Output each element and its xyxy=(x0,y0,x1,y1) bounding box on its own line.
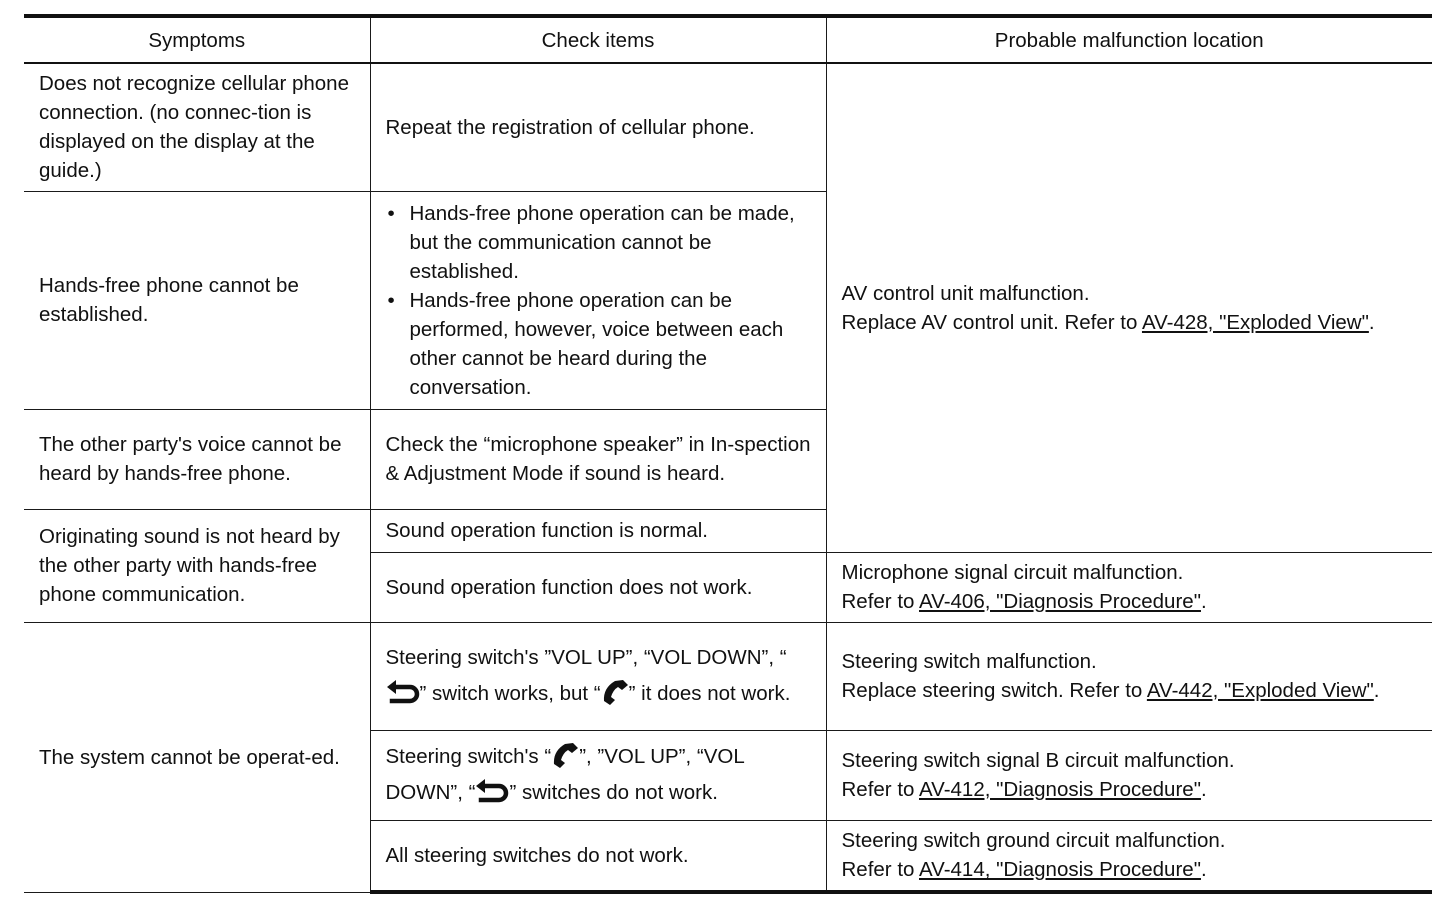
location-cell-av-control-unit xyxy=(826,63,1432,552)
check-cell: All steering switches do not work. xyxy=(370,820,826,892)
symptom-cell: Hands-free phone cannot be established. xyxy=(24,191,370,409)
av-428-link[interactable]: AV-428, "Exploded View" xyxy=(1141,310,1369,334)
check-text: ” it does not work. xyxy=(628,682,791,705)
header-check-items: Check items xyxy=(370,16,826,63)
location-text: . xyxy=(1368,310,1375,334)
check-text: ” switches do not work. xyxy=(509,781,718,804)
list-item xyxy=(386,286,811,402)
back-arrow-icon xyxy=(386,680,420,706)
bullet-mark: • xyxy=(387,201,395,225)
location-text: . xyxy=(1200,590,1207,613)
back-arrow-icon xyxy=(475,779,509,805)
diagnosis-table xyxy=(24,14,1432,894)
symptom-cell: Does not recognize cellular phone connection. (no connec-tion is displayed on the display at the guide.) xyxy=(24,63,370,191)
av-414-link[interactable]: AV-414, "Diagnosis Procedure" xyxy=(919,858,1201,882)
table-row xyxy=(24,63,1432,191)
location-line: Microphone signal circuit malfunction. xyxy=(841,561,1184,584)
location-line xyxy=(842,676,1418,705)
phone-handset-icon xyxy=(601,678,629,706)
check-cell: Check the “microphone speaker” in In-spection & Adjustment Mode if sound is heard. xyxy=(370,409,826,509)
phone-handset-icon xyxy=(551,741,579,769)
location-line: Steering switch signal B circuit malfunction. xyxy=(841,749,1235,772)
location-line xyxy=(842,855,1418,884)
location-line: Steering switch ground circuit malfunction. xyxy=(841,829,1226,853)
symptom-cell: The system cannot be operat-ed. xyxy=(24,622,370,892)
check-cell: Sound operation function does not work. xyxy=(370,552,826,622)
location-cell xyxy=(826,730,1432,820)
location-cell xyxy=(826,552,1432,622)
check-text: ”, ”VOL UP”, “VOL DOWN”, “ xyxy=(385,745,744,804)
location-text: Refer to xyxy=(841,590,919,613)
list-item xyxy=(386,199,811,286)
location-text: . xyxy=(1200,858,1207,882)
location-text: Replace steering switch. Refer to xyxy=(841,679,1147,702)
location-text: Replace AV control unit. Refer to xyxy=(841,310,1142,334)
check-text: Steering switch's “ xyxy=(385,745,552,768)
av-442-link[interactable]: AV-442, "Exploded View" xyxy=(1146,679,1374,702)
location-text: Refer to xyxy=(841,858,919,882)
header-location: Probable malfunction location xyxy=(826,16,1432,63)
location-line: Steering switch malfunction. xyxy=(841,650,1097,673)
check-bullet-list xyxy=(386,199,811,402)
check-text: ” switch works, but “ xyxy=(419,682,601,705)
check-cell xyxy=(370,191,826,409)
bullet-text: Hands-free phone operation can be made, but the communication cannot be established. xyxy=(409,201,795,283)
location-text: Refer to xyxy=(841,778,919,801)
location-line xyxy=(842,587,1418,616)
location-line: AV control unit malfunction. xyxy=(841,281,1090,305)
check-cell xyxy=(370,622,826,730)
table-row xyxy=(24,622,1432,730)
location-text: . xyxy=(1373,679,1380,702)
check-cell: Repeat the registration of cellular phone. xyxy=(370,63,826,191)
check-text: Steering switch's ”VOL UP”, “VOL DOWN”, “ xyxy=(385,646,787,669)
location-line xyxy=(842,308,1418,337)
location-cell xyxy=(826,820,1432,892)
location-cell xyxy=(826,622,1432,730)
check-cell: Sound operation function is normal. xyxy=(370,509,826,552)
location-line xyxy=(842,775,1418,804)
bullet-text: Hands-free phone operation can be performed, however, voice between each other cannot be heard during the conversation. xyxy=(409,288,784,399)
symptom-cell: The other party's voice cannot be heard by hands-free phone. xyxy=(24,409,370,509)
location-text: . xyxy=(1200,778,1207,801)
header-symptoms: Symptoms xyxy=(24,16,370,63)
bullet-mark: • xyxy=(387,288,395,312)
header-row xyxy=(24,16,1432,63)
symptom-cell: Originating sound is not heard by the other party with hands-free phone communication. xyxy=(24,509,370,622)
av-412-link[interactable]: AV-412, "Diagnosis Procedure" xyxy=(919,778,1201,801)
check-cell xyxy=(370,730,826,820)
av-406-link[interactable]: AV-406, "Diagnosis Procedure" xyxy=(919,590,1201,613)
